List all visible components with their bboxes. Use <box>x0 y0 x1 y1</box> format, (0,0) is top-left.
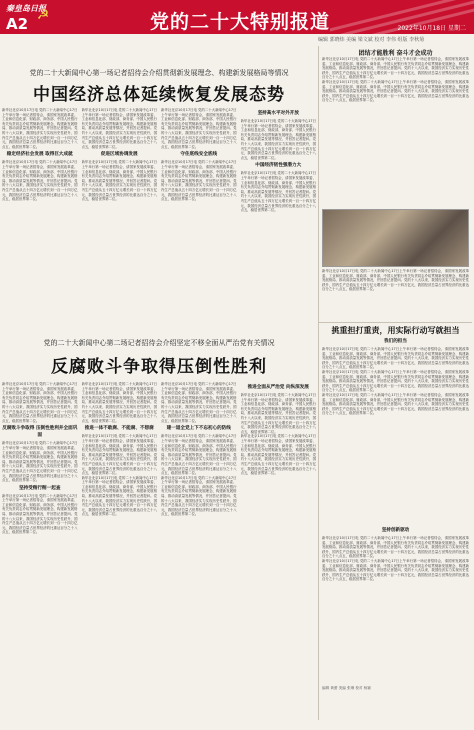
article2-subhead-1: 反腐败斗争取得 压倒性胜利并全面巩固 <box>2 426 78 439</box>
article2-paragraph: 新华社北京10月17日电 党的二十大新闻中心17日上午举行第一场记者招待会，请国家发展改革委、工业和信息化部、财政部、商务部、中国人民银行有关负责同志介绍贯彻新发展理念、构建新发展格局、推动高质量发展等情况，并回答记者提问。党的十八大以来，我国经济实力实现历史性跃升，国内生产总值从五十四万亿元增长到一百一十四万亿元，我国经济总量占世界经济的比重达百分之十八点五，稳居世界第二位。 <box>2 441 78 483</box>
news-photo <box>322 209 469 267</box>
article2-subhead-2: 坚持受贿行贿一起查 <box>19 485 61 491</box>
article2-paragraph: 新华社北京10月17日电 党的二十大新闻中心17日上午举行第一场记者招待会，请国家发展改革委、工业和信息化部、财政部、商务部、中国人民银行有关负责同志介绍贯彻新发展理念、构建新发展格局、推动高质量发展等情况，并回答记者提问。党的十八大以来，我国经济实力实现历史性跃升，国内生产总值从五十四万亿元增长到一百一十四万亿元，我国经济总量占世界经济的比重达百分之十八点五，稳居世界第二位。 <box>81 434 157 476</box>
article1-paragraph: 新华社北京10月17日电 党的二十大新闻中心17日上午举行第一场记者招待会，请国家发展改革委、工业和信息化部、财政部、商务部、中国人民银行有关负责同志介绍贯彻新发展理念、构建新发展格局、推动高质量发展等情况，并回答记者提问。党的十八大以来，我国经济实力实现历史性跃升，国内生产总值从五十四万亿元增长到一百一十四万亿元，我国经济总量占世界经济的比重达百分之十八点五，稳居世界第二位。 <box>81 160 157 202</box>
special-report-title: 党的二十大特别报道 <box>150 11 331 33</box>
right-paragraph: 新华社北京10月17日电 党的二十大新闻中心17日上午举行第一场记者招待会，请国家发展改革委、工业和信息化部、财政部、商务部、中国人民银行有关负责同志介绍贯彻新发展理念、构建新发展格局、推动高质量发展等情况，并回答记者提问。党的十八大以来，我国经济实力实现历史性跃升，国内生产总值从五十四万亿元增长到一百一十四万亿元，我国经济总量占世界经济的比重达百分之十八点五，稳居世界第二位。 <box>322 79 469 103</box>
right-paragraph: 新华社北京10月17日电 党的二十大新闻中心17日上午举行第一场记者招待会，请国家发展改革委、工业和信息化部、财政部、商务部、中国人民银行有关负责同志介绍贯彻新发展理念、构建新发展格局、推动高质量发展等情况，并回答记者提问。党的十八大以来，我国经济实力实现历史性跃升，国内生产总值从五十四万亿元增长到一百一十四万亿元，我国经济总量占世界经济的比重达百分之十八点五，稳居世界第二位。 <box>322 269 469 292</box>
article1-paragraph: 新华社北京10月17日电 党的二十大新闻中心17日上午举行第一场记者招待会，请国家发展改革委、工业和信息化部、财政部、商务部、中国人民银行有关负责同志介绍贯彻新发展理念、构建新发展格局、推动高质量发展等情况，并回答记者提问。党的十八大以来，我国经济实力实现历史性跃升，国内生产总值从五十四万亿元增长到一百一十四万亿元，我国经济总量占世界经济的比重达百分之十八点五，稳居世界第二位。 <box>240 119 316 160</box>
right-column <box>318 46 472 720</box>
article1-paragraph: 新华社北京10月17日电 党的二十大新闻中心17日上午举行第一场记者招待会，请国家发展改革委、工业和信息化部、财政部、商务部、中国人民银行有关负责同志介绍贯彻新发展理念、构建新发展格局、推动高质量发展等情况，并回答记者提问。党的十八大以来，我国经济实力实现历史性跃升，国内生产总值从五十四万亿元增长到一百一十四万亿元，我国经济总量占世界经济的比重达百分之十八点五，稳居世界第二位。 <box>2 160 78 202</box>
article1-headline: 中国经济总体延续恢复发展态势 <box>33 85 285 105</box>
right-headline-2: 挑重担打重责，用实际行动写就担当 <box>331 326 460 335</box>
article2-kicker: 党的二十大新闻中心第二场记者招待会介绍坚定不移全面从严治党有关情况 <box>43 339 275 347</box>
article1-kicker: 党的二十大新闻中心第一场记者招待会介绍贯彻新发展理念、构建新发展格局等情况 <box>29 69 289 77</box>
article1-subhead-5: 中国经济韧性强潜力大 <box>255 163 302 169</box>
right-subhead-2: 坚持创新驱动 <box>381 528 410 533</box>
article2-paragraph: 新华社北京10月17日电 党的二十大新闻中心17日上午举行第一场记者招待会，请国家发展改革委、工业和信息化部、财政部、商务部、中国人民银行有关负责同志介绍贯彻新发展理念、构建新发展格局、推动高质量发展等情况，并回答记者提问。党的十八大以来，我国经济实力实现历史性跃升，国内生产总值从五十四万亿元增长到一百一十四万亿元，我国经济总量占世界经济的比重达百分之十八点五，稳居世界第二位。 <box>2 493 78 535</box>
article2-paragraph: 新华社北京10月17日电 党的二十大新闻中心17日上午举行第一场记者招待会，请国家发展改革委、工业和信息化部、财政部、商务部、中国人民银行有关负责同志介绍贯彻新发展理念、构建新发展格局、推动高质量发展等情况，并回答记者提问。党的十八大以来，我国经济实力实现历史性跃升，国内生产总值从五十四万亿元增长到一百一十四万亿元，我国经济总量占世界经济的比重达百分之十八点五，稳居世界第二位。 <box>240 434 316 476</box>
masthead <box>0 0 474 34</box>
party-emblem-icon: ☭ <box>36 7 50 23</box>
article2-subhead-4: 建一道全党上下不忘初心的防线 <box>166 426 231 432</box>
article2-paragraph: 新华社北京10月17日电 党的二十大新闻中心17日上午举行第一场记者招待会，请国家发展改革委、工业和信息化部、财政部、商务部、中国人民银行有关负责同志介绍贯彻新发展理念、构建新发展格局、推动高质量发展等情况，并回答记者提问。党的十八大以来，我国经济实力实现历史性跃升，国内生产总值从五十四万亿元增长到一百一十四万亿元，我国经济总量占世界经济的比重达百分之十八点五，稳居世界第二位。 <box>81 475 157 517</box>
right-headline-1: 团结才能胜利 奋斗才会成功 <box>358 50 433 57</box>
article1-paragraph: 新华社北京10月17日电 党的二十大新闻中心17日上午举行第一场记者招待会，请国家发展改革委、工业和信息化部、财政部、商务部、中国人民银行有关负责同志介绍贯彻新发展理念、构建新发展格局、推动高质量发展等情况，并回答记者提问。党的十八大以来，我国经济实力实现历史性跃升，国内生产总值从五十四万亿元增长到一百一十四万亿元，我国经济总量占世界经济的比重达百分之十八点五，稳居世界第二位。 <box>161 108 237 149</box>
article1-subhead-1: 稳定经济社会发展 取得巨大成就 <box>6 152 73 158</box>
article1-subhead-3: 守住底线安全底线 <box>180 152 218 158</box>
right-paragraph: 新华社北京10月17日电 党的二十大新闻中心17日上午举行第一场记者招待会，请国家发展改革委、工业和信息化部、财政部、商务部、中国人民银行有关负责同志介绍贯彻新发展理念、构建新发展格局、推动高质量发展等情况，并回答记者提问。党的十八大以来，我国经济实力实现历史性跃升，国内生产总值从五十四万亿元增长到一百一十四万亿元，我国经济总量占世界经济的比重达百分之十八点五，稳居世界第二位。 <box>322 558 469 582</box>
article1-subhead-4: 促进区域协调发展 <box>100 152 138 158</box>
left-articles <box>2 46 316 720</box>
article2-body <box>2 382 316 718</box>
divider <box>319 322 472 323</box>
right-paragraph: 新华社北京10月17日电 党的二十大新闻中心17日上午举行第一场记者招待会，请国家发展改革委、工业和信息化部、财政部、商务部、中国人民银行有关负责同志介绍贯彻新发展理念、构建新发展格局、推动高质量发展等情况，并回答记者提问。党的十八大以来，我国经济实力实现历史性跃升，国内生产总值从五十四万亿元增长到一百一十四万亿元，我国经济总量占世界经济的比重达百分之十八点五，稳居世界第二位。 <box>322 57 469 80</box>
issue-date: 2022年10月18日 星期二 <box>397 25 466 32</box>
article1-body <box>2 108 316 328</box>
editor-credits: 编辑 郭晓炜 美编 梁文斌 校对 李伟 组版 李秋菊 <box>318 37 425 43</box>
article2-paragraph: 新华社北京10月17日电 党的二十大新闻中心17日上午举行第一场记者招待会，请国家发展改革委、工业和信息化部、财政部、商务部、中国人民银行有关负责同志介绍贯彻新发展理念、构建新发展格局、推动高质量发展等情况，并回答记者提问。党的十八大以来，我国经济实力实现历史性跃升，国内生产总值从五十四万亿元增长到一百一十四万亿元，我国经济总量占世界经济的比重达百分之十八点五，稳居世界第二位。 <box>240 393 316 434</box>
article2-headline: 反腐败斗争取得压倒性胜利 <box>51 357 267 377</box>
article2-paragraph: 新华社北京10月17日电 党的二十大新闻中心17日上午举行第一场记者招待会，请国家发展改革委、工业和信息化部、财政部、商务部、中国人民银行有关负责同志介绍贯彻新发展理念、构建新发展格局、推动高质量发展等情况，并回答记者提问。党的十八大以来，我国经济实力实现历史性跃升，国内生产总值从五十四万亿元增长到一百一十四万亿元，我国经济总量占世界经济的比重达百分之十八点五，稳居世界第二位。 <box>161 382 237 423</box>
right-paragraph: 新华社北京10月17日电 党的二十大新闻中心17日上午举行第一场记者招待会，请国家发展改革委、工业和信息化部、财政部、商务部、中国人民银行有关负责同志介绍贯彻新发展理念、构建新发展格局、推动高质量发展等情况，并回答记者提问。党的十八大以来，我国经济实力实现历史性跃升，国内生产总值从五十四万亿元增长到一百一十四万亿元，我国经济总量占世界经济的比重达百分之十八点五，稳居世界第二位。 <box>322 392 469 416</box>
right-paragraph: 新华社北京10月17日电 党的二十大新闻中心17日上午举行第一场记者招待会，请国家发展改革委、工业和信息化部、财政部、商务部、中国人民银行有关负责同志介绍贯彻新发展理念、构建新发展格局、推动高质量发展等情况，并回答记者提问。党的十八大以来，我国经济实力实现历史性跃升，国内生产总值从五十四万亿元增长到一百一十四万亿元，我国经济总量占世界经济的比重达百分之十八点五，稳居世界第二位。 <box>322 347 469 370</box>
article1-paragraph: 新华社北京10月17日电 党的二十大新闻中心17日上午举行第一场记者招待会，请国家发展改革委、工业和信息化部、财政部、商务部、中国人民银行有关负责同志介绍贯彻新发展理念、构建新发展格局、推动高质量发展等情况，并回答记者提问。党的十八大以来，我国经济实力实现历史性跃升，国内生产总值从五十四万亿元增长到一百一十四万亿元，我国经济总量占世界经济的比重达百分之十八点五，稳居世界第二位。 <box>2 108 78 149</box>
article2-subhead-5: 推进全面从严治党 向纵深发展 <box>247 385 309 390</box>
article1-subhead-2: 坚持高水平对外开放 <box>257 111 299 116</box>
right-footer-credits: 编辑 黄蕾 美编 张琳 校对 杨颖 <box>322 686 371 690</box>
article2-paragraph: 新华社北京10月17日电 党的二十大新闻中心17日上午举行第一场记者招待会，请国家发展改革委、工业和信息化部、财政部、商务部、中国人民银行有关负责同志介绍贯彻新发展理念、构建新发展格局、推动高质量发展等情况，并回答记者提问。党的十八大以来，我国经济实力实现历史性跃升，国内生产总值从五十四万亿元增长到一百一十四万亿元，我国经济总量占世界经济的比重达百分之十八点五，稳居世界第二位。 <box>161 434 237 476</box>
article1-paragraph: 新华社北京10月17日电 党的二十大新闻中心17日上午举行第一场记者招待会，请国家发展改革委、工业和信息化部、财政部、商务部、中国人民银行有关负责同志介绍贯彻新发展理念、构建新发展格局、推动高质量发展等情况，并回答记者提问。党的十八大以来，我国经济实力实现历史性跃升，国内生产总值从五十四万亿元增长到一百一十四万亿元，我国经济总量占世界经济的比重达百分之十八点五，稳居世界第二位。 <box>81 108 157 149</box>
right-subhead-1: 我们的担当 <box>384 339 407 344</box>
page-number: A2 <box>6 15 29 33</box>
article2-subhead-3: 推进一体不敢腐、不能腐、不想腐 <box>84 426 154 432</box>
article2-paragraph: 新华社北京10月17日电 党的二十大新闻中心17日上午举行第一场记者招待会，请国家发展改革委、工业和信息化部、财政部、商务部、中国人民银行有关负责同志介绍贯彻新发展理念、构建新发展格局、推动高质量发展等情况，并回答记者提问。党的十八大以来，我国经济实力实现历史性跃升，国内生产总值从五十四万亿元增长到一百一十四万亿元，我国经济总量占世界经济的比重达百分之十八点五，稳居世界第二位。 <box>161 475 237 517</box>
article2-paragraph: 新华社北京10月17日电 党的二十大新闻中心17日上午举行第一场记者招待会，请国家发展改革委、工业和信息化部、财政部、商务部、中国人民银行有关负责同志介绍贯彻新发展理念、构建新发展格局、推动高质量发展等情况，并回答记者提问。党的十八大以来，我国经济实力实现历史性跃升，国内生产总值从五十四万亿元增长到一百一十四万亿元，我国经济总量占世界经济的比重达百分之十八点五，稳居世界第二位。 <box>81 382 157 423</box>
paper-logo: 秦皇岛日报 <box>6 3 46 13</box>
article2-paragraph: 新华社北京10月17日电 党的二十大新闻中心17日上午举行第一场记者招待会，请国家发展改革委、工业和信息化部、财政部、商务部、中国人民银行有关负责同志介绍贯彻新发展理念、构建新发展格局、推动高质量发展等情况，并回答记者提问。党的十八大以来，我国经济实力实现历史性跃升，国内生产总值从五十四万亿元增长到一百一十四万亿元，我国经济总量占世界经济的比重达百分之十八点五，稳居世界第二位。 <box>2 382 78 423</box>
article1-paragraph: 新华社北京10月17日电 党的二十大新闻中心17日上午举行第一场记者招待会，请国家发展改革委、工业和信息化部、财政部、商务部、中国人民银行有关负责同志介绍贯彻新发展理念、构建新发展格局、推动高质量发展等情况，并回答记者提问。党的十八大以来，我国经济实力实现历史性跃升，国内生产总值从五十四万亿元增长到一百一十四万亿元，我国经济总量占世界经济的比重达百分之十八点五，稳居世界第二位。 <box>240 171 316 213</box>
article1-paragraph: 新华社北京10月17日电 党的二十大新闻中心17日上午举行第一场记者招待会，请国家发展改革委、工业和信息化部、财政部、商务部、中国人民银行有关负责同志介绍贯彻新发展理念、构建新发展格局、推动高质量发展等情况，并回答记者提问。党的十八大以来，我国经济实力实现历史性跃升，国内生产总值从五十四万亿元增长到一百一十四万亿元，我国经济总量占世界经济的比重达百分之十八点五，稳居世界第二位。 <box>161 160 237 202</box>
right-paragraph: 新华社北京10月17日电 党的二十大新闻中心17日上午举行第一场记者招待会，请国家发展改革委、工业和信息化部、财政部、商务部、中国人民银行有关负责同志介绍贯彻新发展理念、构建新发展格局、推动高质量发展等情况，并回答记者提问。党的十八大以来，我国经济实力实现历史性跃升，国内生产总值从五十四万亿元增长到一百一十四万亿元，我国经济总量占世界经济的比重达百分之十八点五，稳居世界第二位。 <box>322 536 469 559</box>
right-paragraph: 新华社北京10月17日电 党的二十大新闻中心17日上午举行第一场记者招待会，请国家发展改革委、工业和信息化部、财政部、商务部、中国人民银行有关负责同志介绍贯彻新发展理念、构建新发展格局、推动高质量发展等情况，并回答记者提问。党的十八大以来，我国经济实力实现历史性跃升，国内生产总值从五十四万亿元增长到一百一十四万亿元，我国经济总量占世界经济的比重达百分之十八点五，稳居世界第二位。 <box>322 369 469 393</box>
